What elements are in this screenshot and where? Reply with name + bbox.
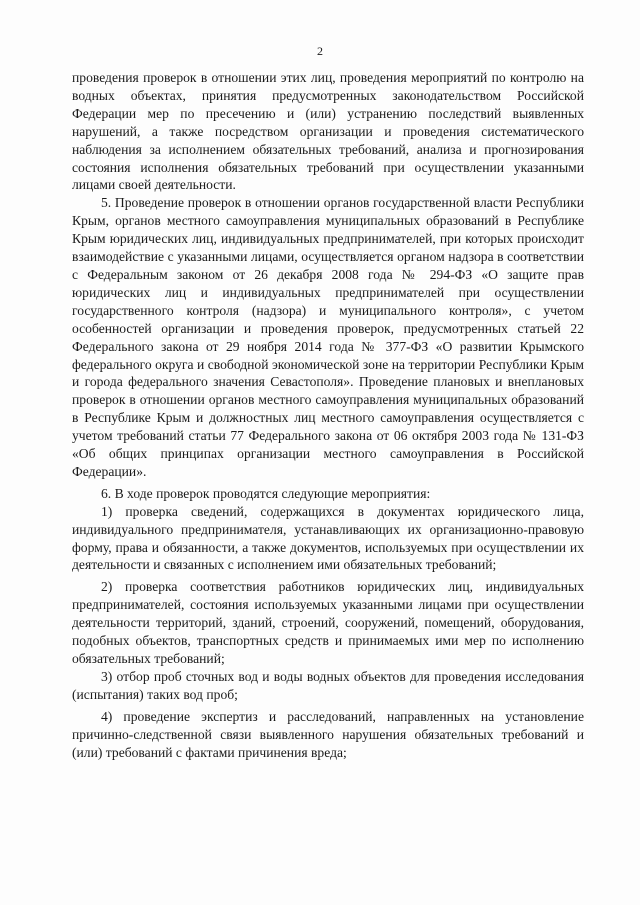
page-number: 2: [317, 44, 323, 58]
paragraph-item-6: 6. В ходе проверок проводятся следующие мероприятия:: [101, 485, 431, 501]
list-item-4: 4) проведение экспертиз и расследований, направленных на установление причинно-следственной связи выявленного нарушения обязательных требований и (или) требований с фактами причинения вреда;: [72, 708, 584, 760]
list-item-2: 2) проверка соответствия работников юридических лиц, индивидуальных предпринимателей, состояния используемых указанными лицами при осуществлении деятельности территорий, зданий, строений, сооружений, помещений, оборудования, подобных объектов, транспортных средств и принимаемых ими мер по исполнению обязательных требований;: [72, 579, 584, 666]
paragraph-continuation: проведения проверок в отношении этих лиц, проведения мероприятий по контролю на водных объектах, принятия предусмотренных законодательством Российской Федерации мер по пресечению и (или) устранению последствий выявленных нарушений, а также посредством организации и проведения систематического наблюдения за исполнением обязательных требований, анализа и прогнозирования состояния исполнения обязательных требований при осуществлении указанными лицами своей деятельности.: [72, 70, 584, 193]
paragraph-item-5: 5. Проведение проверок в отношении органов государственной власти Республики Крым, органов местного самоуправления муниципальных образований в Республике Крым юридических лиц, индивидуальных предпринимателей, при которых происходит взаимодействие с указанными лицами, осуществляется органом надзора в соответствии с Федеральным законом от 26 декабря 2008 года № 294-ФЗ «О защите прав юридических лиц и индивидуальных предпринимателей при осуществлении государственного контроля (надзора) и муниципального контроля», с учетом особенностей организации и проведения проверок, предусмотренных статьей 22 Федерального закона от 29 ноября 2014 года № 377-ФЗ «О развитии Крымского федерального округа и свободной экономической зоне на территории Республики Крым и города федерального значения Севастополя». Проведение плановых и внеплановых проверок в отношении органов местного самоуправления муниципальных образований в Республике Крым и должностных лиц местного самоуправления осуществляется с учетом требований статьи 77 Федерального закона от 06 октября 2003 года № 131-ФЗ «Об общих принципах организации местного самоуправления в Российской Федерации».: [72, 195, 584, 479]
document-body: [72, 69, 584, 761]
list-item-1: 1) проверка сведений, содержащихся в документах юридического лица, индивидуального предпринимателя, устанавливающих их организационно-правовую форму, права и обязанности, а также документов, используемых при осуществлении их деятельности и связанных с исполнением ими обязательных требований;: [72, 503, 584, 573]
list-item-3: 3) отбор проб сточных вод и воды водных объектов для проведения исследования (испытания) таких вод проб;: [72, 668, 584, 702]
